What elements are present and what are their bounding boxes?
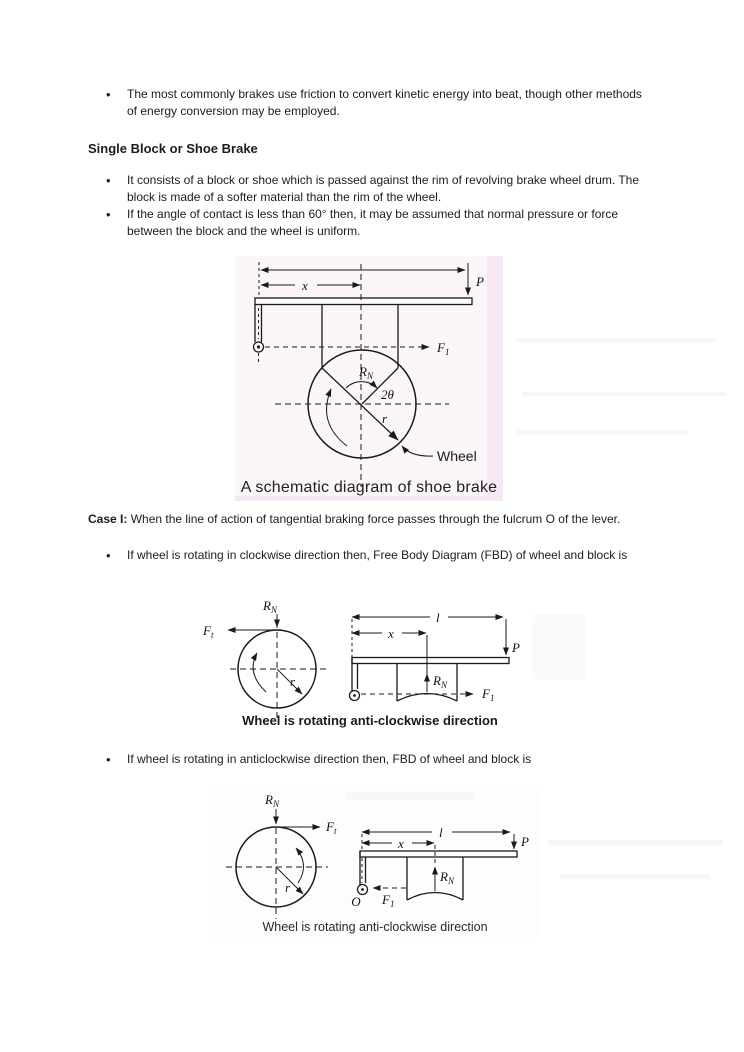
friction-force-label: $F_1$ — [437, 340, 450, 357]
fbd-clockwise-bullet-text: If wheel is rotating in clockwise direction then, Free Body Diagram (FBD) of wheel and block is — [127, 548, 628, 562]
friction-force-label: $F_1$ — [382, 892, 395, 909]
normal-reaction-label-block: $R_N$ — [433, 673, 447, 690]
scan-streak — [548, 840, 723, 846]
shoe-brake-figure — [235, 256, 515, 501]
case1-paragraph — [88, 511, 708, 528]
force-p-label: P — [476, 274, 484, 289]
block-bottom-arc — [397, 694, 457, 702]
tangential-force-label: $F_t$ — [326, 819, 337, 836]
x-dimension-label: x — [388, 626, 394, 641]
fbd-diagram-1 — [200, 597, 530, 734]
figure1-caption: A schematic diagram of shoe brake — [240, 479, 498, 496]
force-p-label: P — [521, 834, 529, 849]
fulcrum-o-label: O — [351, 894, 361, 909]
x-dimension-label: x — [398, 836, 404, 851]
scan-streak — [522, 392, 727, 396]
contact-angle-label: 2θ — [381, 387, 394, 402]
brake-lever — [352, 658, 509, 664]
figure3-caption: Wheel is rotating anti-clockwise direction — [262, 920, 488, 934]
figure2-caption: Wheel is rotating anti-clockwise direction — [242, 713, 498, 728]
scan-smudge — [532, 614, 587, 680]
section-bullet-list — [102, 172, 656, 240]
scan-bottom-strip — [235, 496, 503, 501]
brake-lever — [360, 851, 517, 857]
l-dimension-label: l — [436, 610, 440, 625]
fbd-clockwise-bullet — [102, 547, 656, 564]
wheel-label: Wheel — [437, 448, 477, 464]
fulcrum-pin-center — [353, 694, 356, 697]
radius-label: r — [382, 411, 388, 426]
shoe-brake-diagram — [235, 256, 515, 501]
normal-reaction-label-top: $R_N$ — [263, 598, 277, 615]
case1-label: Case I: — [88, 512, 128, 526]
l-dimension-label: l — [439, 825, 443, 840]
fbd-clockwise-bullet-list — [102, 547, 656, 564]
fbd-figure-2 — [210, 790, 540, 937]
normal-reaction-label-block: $R_N$ — [440, 869, 454, 886]
scan-streak — [516, 338, 716, 343]
fbd-anticlockwise-bullet-text: If wheel is rotating in anticlockwise direction then, FBD of wheel and block is — [127, 752, 532, 766]
fbd-figure-1 — [200, 597, 530, 734]
radius-label: r — [285, 880, 291, 895]
section-bullet-1-text: It consists of a block or shoe which is passed against the rim of revolving brake wheel drum. The block is made of a softer material than the rim of the wheel. — [127, 173, 640, 204]
fulcrum-pin-center — [257, 345, 260, 348]
case1-text: When the line of action of tangential braking force passes through the fulcrum O of the lever. — [127, 512, 621, 526]
fulcrum-pin-center — [361, 888, 364, 891]
tangential-force-label: $F_t$ — [203, 623, 214, 640]
section-bullet-2-text: If the angle of contact is less than 60° then, it may be assumed that normal pressure or force between the block and the wheel is uniform. — [127, 207, 619, 238]
scan-smudge — [345, 792, 475, 800]
scan-background — [210, 790, 540, 937]
scan-streak — [560, 874, 710, 879]
radius-label: r — [290, 674, 296, 689]
force-p-label: P — [512, 640, 520, 655]
fbd-diagram-2 — [210, 790, 540, 937]
rotation-direction-arrow — [253, 653, 266, 692]
scan-edge-strip — [487, 256, 503, 501]
scan-streak — [516, 430, 688, 435]
brake-lever — [255, 298, 472, 305]
section-heading: Single Block or Shoe Brake — [88, 141, 258, 156]
friction-force-label: $F_1$ — [482, 686, 495, 703]
normal-reaction-label: $R_N$ — [359, 364, 373, 381]
section-bullet-2 — [102, 206, 656, 240]
normal-reaction-label-top: $R_N$ — [265, 792, 279, 809]
section-bullet-1 — [102, 172, 656, 206]
fbd-anticlockwise-bullet — [102, 751, 662, 768]
fbd-anticlockwise-bullet-list — [102, 751, 662, 768]
intro-bullet-text: The most commonly brakes use friction to convert kinetic energy into beat, though other methods of energy conversion may be employed. — [127, 87, 642, 118]
intro-bullet — [102, 86, 654, 120]
intro-bullet-list — [102, 86, 654, 120]
x-dimension-label: x — [302, 278, 308, 293]
